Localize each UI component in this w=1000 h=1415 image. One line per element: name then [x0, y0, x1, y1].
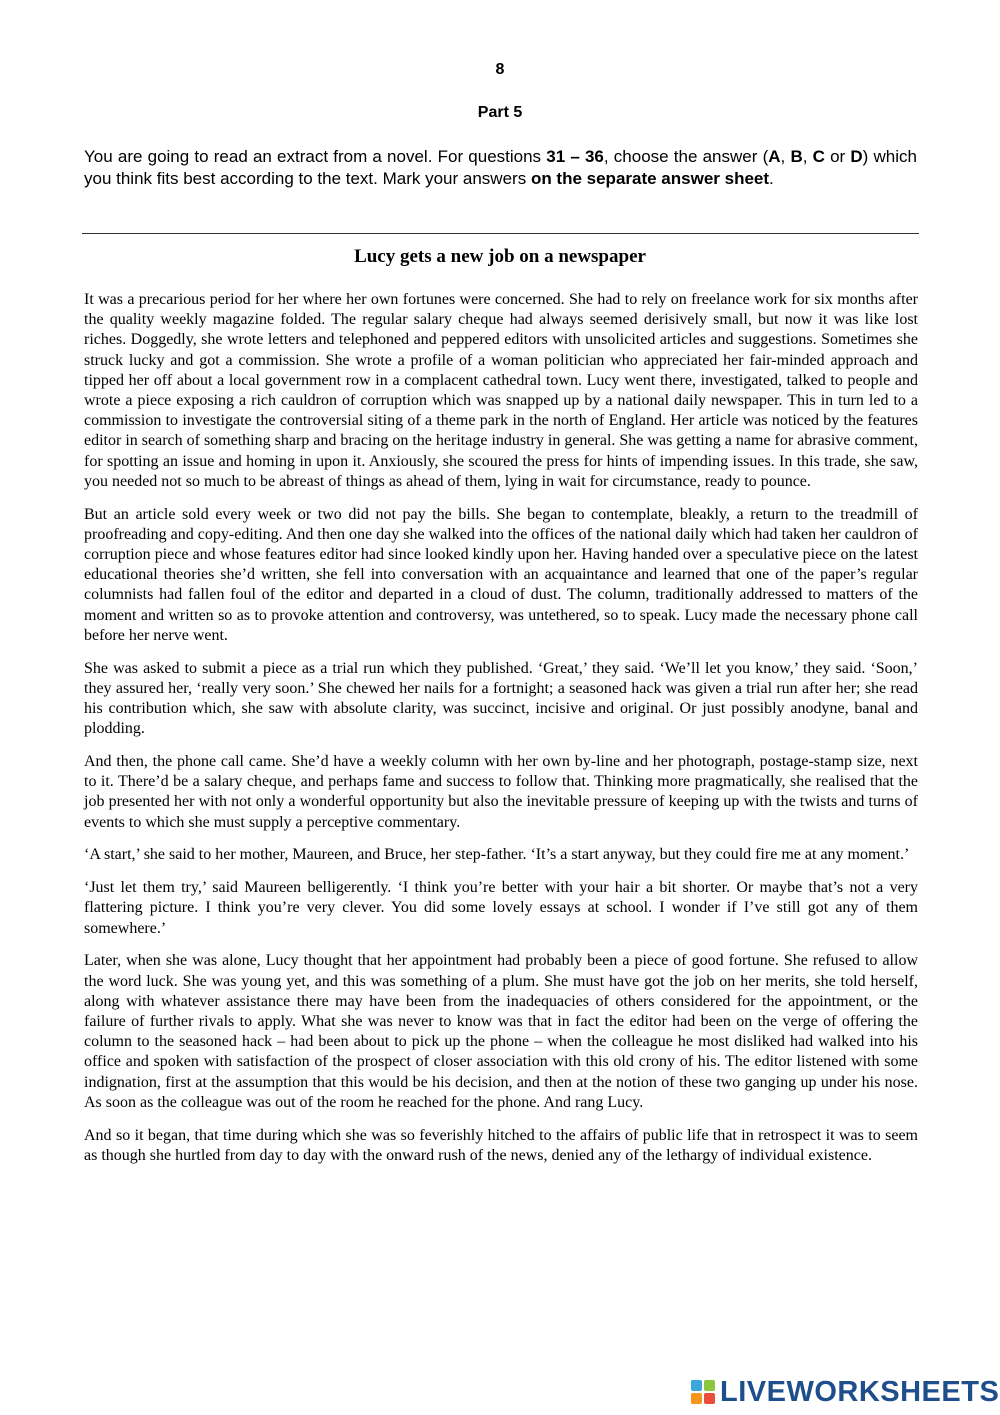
logo-square-3: [691, 1393, 702, 1404]
logo-square-1: [691, 1380, 702, 1391]
instructions: [84, 146, 917, 190]
option-d: D: [850, 147, 863, 166]
instructions-text: .: [769, 169, 774, 188]
paragraph: ‘Just let them try,’ said Maureen belligerently. ‘I think you’re better with your hair a bit shorter. Or maybe that’s not a very flattering picture. I think you’re very clever. You did some lovely essays at school. I wonder if I’ve still got any of them somewhere.’: [84, 879, 918, 937]
logo-mark-icon: [691, 1380, 715, 1404]
paragraph: But an article sold every week or two did not pay the bills. She began to contemplate, bleakly, a return to the treadmill of proofreading and copy-editing. And then one day she walked into the offices of the national daily which had taken her cauldron of corruption piece and whose features editor had since looked kindly upon her. Having handed over a speculative piece on the latest educational theories she’d written, she fell into conversation with an acquaintance and learned that one of the paper’s regular columnists had fallen foul of the editor and departed in a cloud of dust. The column, traditionally addressed to matters of the moment and written so as to provoke attention and controversy, was untethered, so to speak. Lucy made the necessary phone call before her nerve went.: [84, 505, 918, 644]
instructions-text: ,: [780, 147, 791, 166]
instructions-text: You are going to read an extract from a novel. For questions: [84, 147, 547, 166]
text-title: Lucy gets a new job on a newspaper: [354, 246, 646, 267]
paragraph: And then, the phone call came. She’d have a weekly column with her own by-line and her photograph, postage-stamp size, next to it. There’d be a salary cheque, and perhaps fame and success to follow that. Thinking more pragmatically, she realised that the job presented her with not only a wonderful opportunity but also the inevitable pressure of keeping up with the twists and turns of events to which she must supply a perceptive commentary.: [84, 753, 918, 831]
paragraph: It was a precarious period for her where her own fortunes were concerned. She had to rely on freelance work for six months after the quality weekly magazine folded. The regular salary cheque had always seemed derisively small, but now it was like lost riches. Doggedly, she wrote letters and telephoned and peppered editors with unsolicited articles and suggestions. Sometimes she struck lucky and got a commission. She wrote a profile of a woman politician who appreciated her fair-minded approach and tipped her off about a local government row in a complacent cathedral town. Lucy went there, investigated, talked to people and wrote a piece exposing a rich cauldron of corruption which was snapped up by a national daily newspaper. This in turn led to a commission to investigate the controversial siting of a theme park in the north of England. Her article was noticed by the features editor in search of something sharp and bracing on the heritage industry in general. She was getting a name for abrasive comment, for spotting an issue and homing in upon it. Anxiously, she scoured the press for hints of impending issues. In this trade, she saw, you needed not so much to be abreast of things as ahead of them, lying in wait for circumstance, ready to pounce.: [84, 291, 918, 490]
logo-square-2: [704, 1380, 715, 1391]
question-range: 31 – 36: [546, 147, 604, 166]
liveworksheets-logo: [691, 1375, 999, 1409]
paragraph: And so it began, that time during which she was so feverishly hitched to the affairs of public life that in retrospect it was to seem as though she hurtled from day to day with the onward rush of the news, denied any of the lethargy of individual existence.: [84, 1126, 918, 1164]
passage: [84, 290, 918, 1179]
part-title: Part 5: [477, 104, 523, 121]
paragraph: Later, when she was alone, Lucy thought that her appointment had probably been a piece of good fortune. She refused to allow the word luck. She was young yet, and this was something of a plum. She must have got the job on her merits, she told herself, along with whatever assistance there may have been from the inadequacies of others considered for the appointment, or the failure of further rivals to apply. What she was never to know was that in fact the editor had been on the verge of offering the column to the seasoned hack – had been about to pick up the phone – when the colleague he most disliked had walked into his office and spoken with satisfaction of the prospect of closer association with this old crony of his. The editor listened with some indignation, first at the assumption that this would be his decision, and then at the notion of these two ganging up under his nose. As soon as the colleague was out of the room he reached for the phone. And rang Lucy.: [84, 952, 918, 1111]
instructions-text: ) which you think fits best according to the text. Mark your answers: [84, 147, 917, 188]
logo-square-4: [704, 1393, 715, 1404]
instructions-text: ,: [802, 147, 813, 166]
paragraph: ‘A start,’ she said to her mother, Maureen, and Bruce, her step-father. ‘It’s a start anyway, but they could fire me at any moment.’: [84, 846, 910, 864]
instructions-text: or: [824, 147, 851, 166]
answer-sheet-note: on the separate answer sheet: [530, 169, 770, 188]
logo-text: LIVEWORKSHEETS: [720, 1375, 1000, 1408]
option-c: C: [812, 147, 825, 166]
instructions-text: , choose the answer (: [603, 147, 769, 166]
option-a: A: [768, 147, 781, 166]
divider: [82, 233, 919, 234]
page-number: 8: [495, 61, 505, 78]
paragraph: She was asked to submit a piece as a trial run which they published. ‘Great,’ they said. ‘We’ll let you know,’ they said. ‘Soon,’ they assured her, ‘really very soon.’ She chewed her nails for a fortnight; a seasoned hack was given a trial run after her; she read his contribution which, she saw with absolute clarity, was succinct, incisive and original. Or just possibly anodyne, banal and plodding.: [84, 659, 918, 738]
option-b: B: [790, 147, 803, 166]
